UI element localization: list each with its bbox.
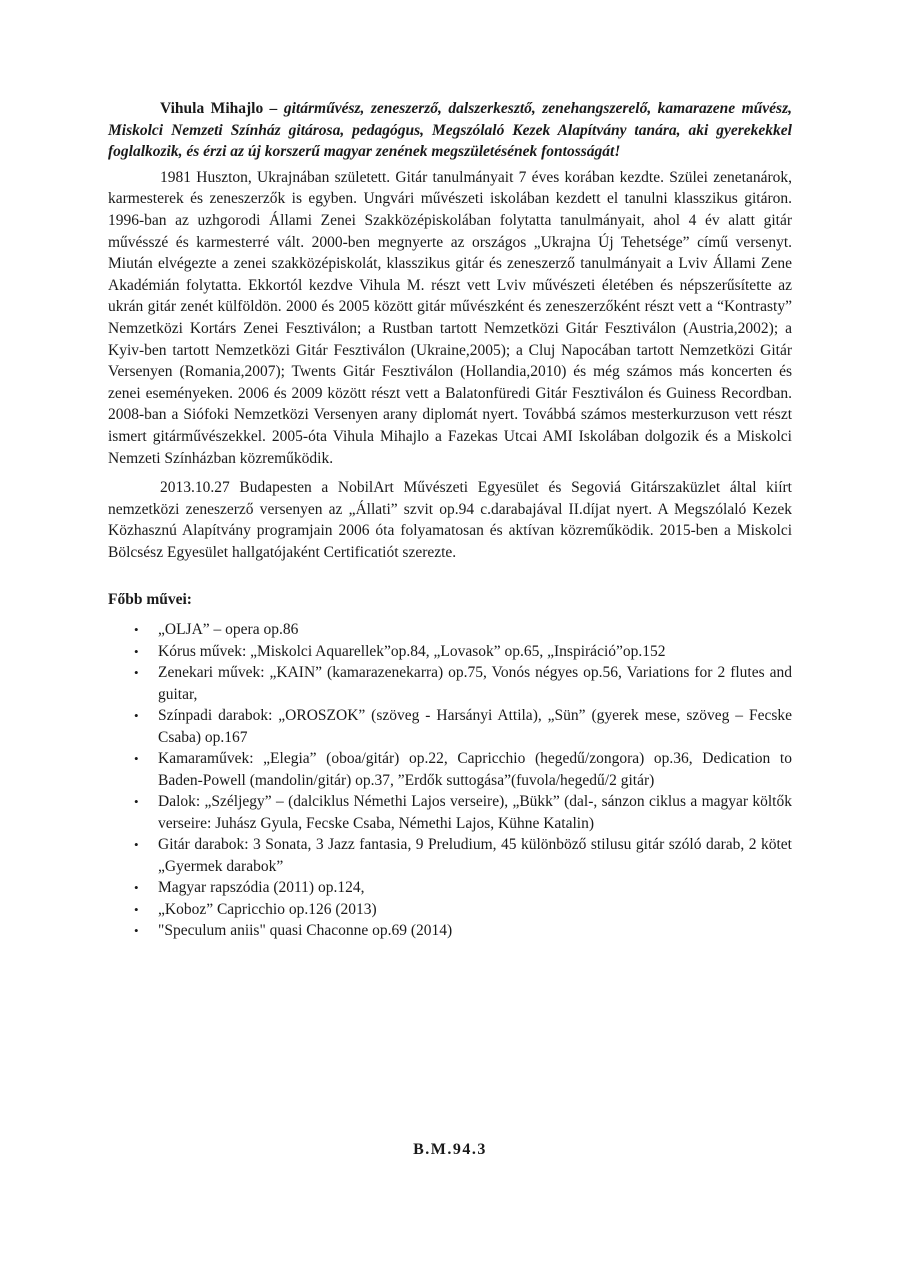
list-item-text: „OLJA” – opera op.86 (158, 621, 299, 639)
list-item-text: Kórus művek: „Miskolci Aquarellek”op.84, „Lovasok” op.65, „Inspiráció”op.152 (158, 642, 666, 660)
biography-paragraph: 1981 Huszton, Ukrajnában született. Gitár tanulmányait 7 éves korában kezdte. Szülei zenetanárok, karmesterek és zeneszerzők is egyben. Ungvári művészeti iskolában kezdett el tanulni klasszikus gitáron. 1996-ban az uzhgorodi Állami Zenei Szakközépiskolában folytatta tanulmányait, ahol 4 év alatt gitár művésszé és karmesterré vált. 2000-ben megnyerte az országos „Ukrajna Új Tehetsége” című versenyt. Miután elvégezte a zenei szakközépiskolát, klasszikus gitár és zeneszerző tanulmányait a Lviv Állami Zene Akadémián folytatta. Ekkortól kezdve Vihula M. részt vett Lviv művészeti életében és népszerűsítette az ukrán gitár zenét külföldön. 2000 és 2005 között gitár művészként és zeneszerzőként részt vett a “Kontrasty” Nemzetközi Kortárs Zenei Fesztiválon; a Rustban tartott Nemzetközi Gitár Fesztiválon (Austria,2002); a Kyiv-ben tartott Nemzetközi Gitár Fesztiválon (Ukraine,2005); a Cluj Napocában tartott Nemzetközi Gitár Versenyen (Romania,2007); Twents Gitár Fesztiválon (Hollandia,2010) és még számos más koncerten és zenei eseményeken. 2006 és 2009 között részt vett a Balatonfüredi Gitár Fesztiválon és Guiness Recordban. 2008-ban a Siófoki Nemzetközi Versenyen arany diplomát nyert. Továbbá számos mesterkurzuson vett részt ismert gitárművészekkel. 2005-óta Vihula Mihajlo a Fazekas Utcai AMI Iskolában dolgozik és a Miskolci Nemzeti Színházban közreműködik. (108, 168, 792, 467)
list-item-text: „Koboz” Capricchio op.126 (2013) (158, 900, 377, 918)
intro-paragraph (108, 98, 792, 163)
works-list (108, 619, 792, 942)
list-item-text: Dalok: „Széljegy” – (dalciklus Némethi Lajos verseire), „Bükk” (dal-, sánzon ciklus a magyar költők verseire: Juhász Gyula, Fecske Csaba, Némethi Lajos, Kühne Katalin) (158, 793, 792, 832)
list-item (134, 791, 792, 834)
list-item-text: Gitár darabok: 3 Sonata, 3 Jazz fantasia, 9 Preludium, 45 különböző stilusu gitár szóló darab, 2 kötet „Gyermek darabok” (158, 836, 792, 875)
award-paragraph: 2013.10.27 Budapesten a NobilArt Művészeti Egyesület és Segoviá Gitárszaküzlet által kiírt nemzetközi zeneszerző versenyen az „Állati” szvit op.94 c.darabajával II.díjat nyert. A Megszólaló Kezek Közhasznú Alapítvány programjain 2006 óta folyamatosan és aktívan közreműködik. 2015-ben a Miskolci Bölcsész Egyesület hallgatójaként Certificatiót szerezte. (108, 479, 792, 561)
list-item (134, 899, 792, 921)
bullet-icon: • (134, 751, 139, 767)
list-item-text: Színpadi darabok: „OROSZOK” (szöveg - Harsányi Attila), „Sün” (gyerek mese, szöveg – Fecske Csaba) op.167 (158, 707, 792, 746)
list-item-text: Magyar rapszódia (2011) op.124, (158, 879, 365, 897)
artist-name: Vihula Mihajlo (160, 100, 264, 117)
list-item (134, 920, 792, 942)
list-item (134, 641, 792, 663)
artist-roles: – gitárművész, zeneszerző, dalszerkesztő, zenehangszerelő, kamarazene művész, Miskolci Nemzeti Színház gitárosa, pedagógus, Megszólaló Kezek Alapítvány tanára, aki gyerekekkel foglalkozik, és érzi az új korszerű magyar zenének megszületésének fontosságát! (108, 100, 792, 161)
bullet-icon: • (134, 622, 139, 638)
list-item-text: Zenekari művek: „KAIN” (kamarazenekarra) op.75, Vonós négyes op.56, Variations for 2 flutes and guitar, (158, 664, 792, 703)
bullet-icon: • (134, 837, 139, 853)
list-item (134, 662, 792, 705)
list-item (134, 834, 792, 877)
list-item (134, 619, 792, 641)
works-heading: Főbb művei: (108, 591, 192, 609)
list-item-text: "Speculum aniis" quasi Chaconne op.69 (2014) (158, 922, 453, 940)
bullet-icon: • (134, 665, 139, 681)
bullet-icon: • (134, 901, 139, 917)
bullet-icon: • (134, 880, 139, 896)
list-item (134, 748, 792, 791)
page-footer-code: B.M.94.3 (413, 1141, 487, 1158)
list-item-text: Kamaraművek: „Elegia” (oboa/gitár) op.22, Capricchio (hegedű/zongora) op.36, Dedication to Baden-Powell (mandolin/gitár) op.37, ”Erdők suttogása”(fuvola/hegedű/2 gitár) (158, 750, 792, 789)
bullet-icon: • (134, 794, 139, 810)
list-item (134, 877, 792, 899)
bullet-icon: • (134, 643, 139, 659)
list-item (134, 705, 792, 748)
bullet-icon: • (134, 708, 139, 724)
bullet-icon: • (134, 923, 139, 939)
